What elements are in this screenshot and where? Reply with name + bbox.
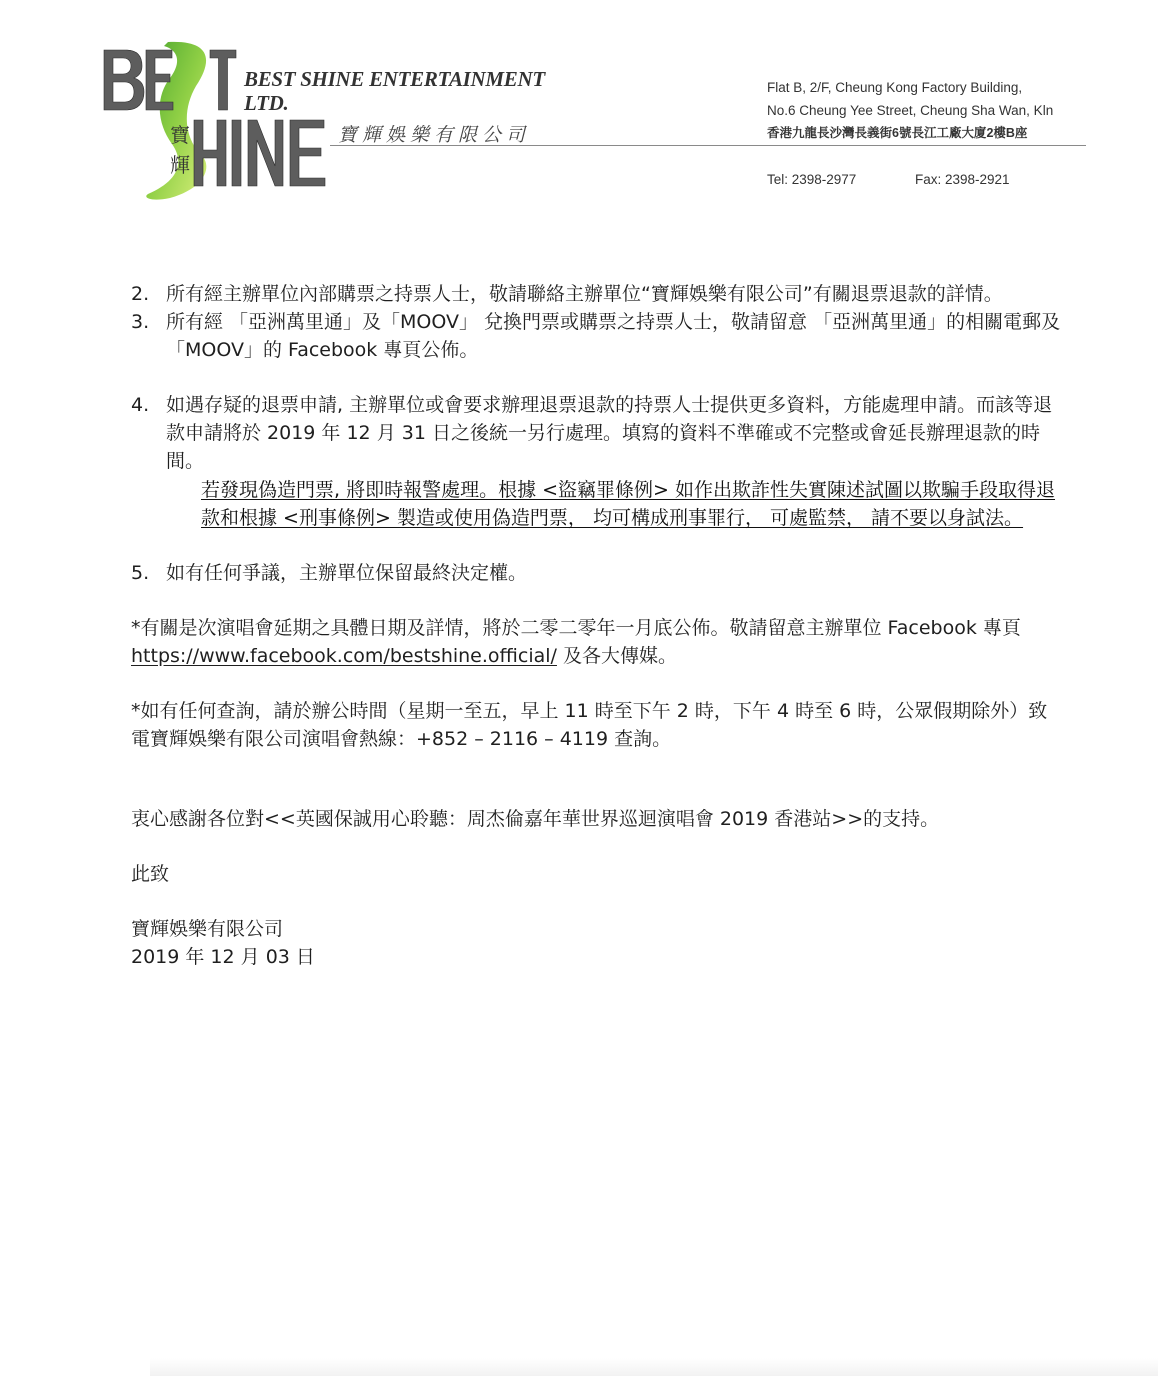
- forgery-warning: 若發現偽造門票, 將即時報警處理。根據 <盜竊罪條例> 如作出欺詐性失實陳述試圖以欺騙手段取得退款和根據 <刑事條例> 製造或使用偽造門票， 均可構成刑事罪行， 可處監禁， 請不要以身試法。: [201, 479, 1056, 529]
- list-item-4: [131, 391, 1066, 475]
- best-shine-logo: [98, 38, 338, 203]
- company-address: [767, 77, 1107, 145]
- item-number: 5.: [131, 562, 150, 584]
- enquiry-note: *如有任何查詢，請於辦公時間（星期一至五，早上 11 時至下午 2 時，下午 4 時至 6 時，公眾假期除外）致電寶輝娛樂有限公司演唱會熱線：+852 – 2116 – 4119 查詢。: [131, 700, 1048, 750]
- letter-body: [131, 280, 1066, 971]
- signature-company: 寶輝娛樂有限公司: [131, 918, 284, 940]
- address-line-1: Flat B, 2/F, Cheung Kong Factory Building,: [767, 80, 1023, 95]
- item-number: 4.: [131, 394, 150, 416]
- letter-date: 2019 年 12 月 03 日: [131, 946, 315, 968]
- list-item-5: [131, 559, 1066, 587]
- company-name-chinese: 寶輝娛樂有限公司: [338, 124, 531, 146]
- note-text-after: 及各大傳媒。: [556, 645, 677, 667]
- closing: 此致: [131, 863, 170, 885]
- list-item-3: [131, 308, 1066, 364]
- letterhead-divider: [330, 145, 1086, 146]
- contact-numbers: [767, 172, 1010, 187]
- address-line-2: No.6 Cheung Yee Street, Cheung Sha Wan, Kln: [767, 102, 1054, 118]
- item-number: 2.: [131, 283, 150, 305]
- item-text: 所有經主辦單位內部購票之持票人士，敬請聯絡主辦單位“寶輝娛樂有限公司”有關退票退款的詳情。: [166, 283, 1003, 305]
- company-name-english: BEST SHINE ENTERTAINMENT LTD.: [244, 67, 545, 115]
- telephone: Tel: 2398-2977: [767, 172, 857, 187]
- facebook-link[interactable]: https://www.facebook.com/bestshine.official/: [131, 645, 557, 667]
- note-text-before: *有關是次演唱會延期之具體日期及詳情，將於二零二零年一月底公佈。敬請留意主辦單位 Facebook 專頁: [131, 617, 1021, 639]
- signature-block: [131, 915, 1066, 971]
- item-text: 如遇存疑的退票申請, 主辦單位或會要求辦理退票退款的持票人士提供更多資料，方能處理申請。而該等退款申請將於 2019 年 12 月 31 日之後統一另行處理。填寫的資料不準確或不完整或會延長辦理退款的時間。: [166, 394, 1053, 472]
- announcement-note: [131, 614, 1066, 670]
- item-text: 所有經 「亞洲萬里通」及「MOOV」 兌換門票或購票之持票人士，敬請留意 「亞洲萬里通」的相關電郵及「MOOV」的 Facebook 專頁公佈。: [166, 311, 1061, 361]
- address-chinese: 香港九龍長沙灣長義街6號長江工廠大廈2樓B座: [767, 126, 1028, 140]
- scan-edge-shadow: [150, 1358, 1158, 1376]
- item-text: 如有任何爭議，主辦單位保留最終決定權。: [166, 562, 528, 584]
- list-item-2: [131, 280, 1066, 308]
- logo-chinese-char-2: 輝: [170, 153, 190, 177]
- item-number: 3.: [131, 311, 150, 333]
- thanks-paragraph: 衷心感謝各位對<<英國保誠用心聆聽：周杰倫嘉年華世界巡迴演唱會 2019 香港站>>的支持。: [131, 808, 940, 830]
- logo-chinese-char-1: 寶: [170, 123, 190, 147]
- fax: Fax: 2398-2921: [915, 172, 1010, 187]
